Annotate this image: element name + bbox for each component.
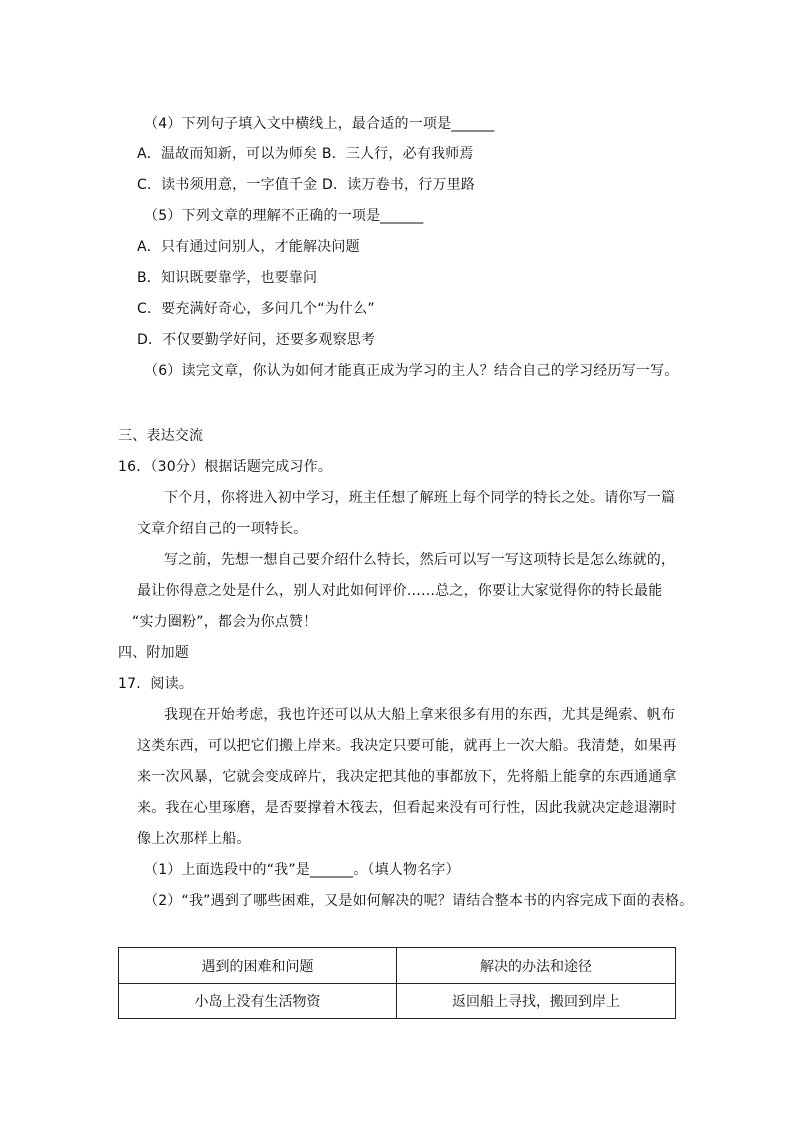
q4-stem: （4）下列句子填入文中横线上，最合适的一项是______ [144, 116, 495, 132]
q16-para2-line3: “实力圈粉”，都会为你点赞！ [132, 614, 318, 630]
q5-option-c: C．要充满好奇心，多问几个“为什么” [137, 301, 375, 317]
table-header-row [119, 948, 675, 984]
table-header-solutions: 解决的办法和途径 [480, 958, 592, 975]
q17-sub2: （2）“我”遇到了哪些困难，又是如何解决的呢？请结合整本书的内容完成下面的表格。 [144, 893, 694, 909]
q5-stem: （5）下列文章的理解不正确的一项是______ [144, 208, 424, 224]
q17-passage-line4: 来。我在心里琢磨，是否要撑着木筏去，但看起来没有可行性，因此我就决定趁退潮时 [137, 800, 677, 816]
q5-option-a: A．只有通过问别人，才能解决问题 [137, 239, 360, 255]
q17-passage-line5: 像上次那样上船。 [137, 831, 251, 847]
table-header-problems: 遇到的困难和问题 [119, 948, 397, 983]
q16-para1-line1: 下个月，你将进入初中学习，班主任想了解班上每个同学的特长之处。请你写一篇 [164, 490, 676, 506]
q16-title: 16．（30分）根据话题完成习作。 [118, 459, 333, 475]
q6-stem: （6）读完文章，你认为如何才能真正成为学习的主人？结合自己的学习经历写一写。 [144, 363, 679, 379]
q16-para1-line2: 文章介绍自己的一项特长。 [137, 521, 308, 537]
answer-table [118, 947, 676, 1019]
q17-title: 17．阅读。 [118, 676, 194, 692]
q5-option-b: B．知识既要靠学，也要靠问 [137, 270, 318, 286]
q17-passage-line2: 这类东西，可以把它们搬上岸来。我决定只要可能，就再上一次大船。我清楚，如果再 [137, 738, 677, 754]
q4-options-cd: C．读书须用意，一字值千金 D．读万卷书，行万里路 [137, 177, 476, 193]
table-row [119, 984, 675, 1018]
q16-para2-line1: 写之前，先想一想自己要介绍什么特长，然后可以写一写这项特长是怎么练就的， [164, 552, 676, 568]
q17-passage-line3: 来一次风暴，它就会变成碎片，我决定把其他的事都放下，先将船上能拿的东西通通拿 [137, 769, 677, 785]
table-cell-problem: 小岛上没有生活物资 [119, 984, 397, 1018]
q17-passage-line1: 我现在开始考虑，我也许还可以从大船上拿来很多有用的东西，尤其是绳索、帆布 [164, 707, 676, 723]
table-cell-solution: 返回船上寻找，搬回到岸上 [452, 994, 620, 1010]
q16-para2-line2: 最让你得意之处是什么，别人对此如何评价……总之，你要让大家觉得你的特长最能 [137, 583, 663, 599]
section-3-heading: 三、表达交流 [118, 428, 204, 444]
q17-sub1: （1）上面选段中的“我”是______。（填人物名字） [144, 862, 460, 878]
q5-option-d: D．不仅要勤学好问，还要多观察思考 [137, 332, 376, 348]
q4-options-ab: A．温故而知新，可以为师矣 B．三人行，必有我师焉 [137, 146, 474, 162]
section-4-heading: 四、附加题 [118, 645, 189, 661]
